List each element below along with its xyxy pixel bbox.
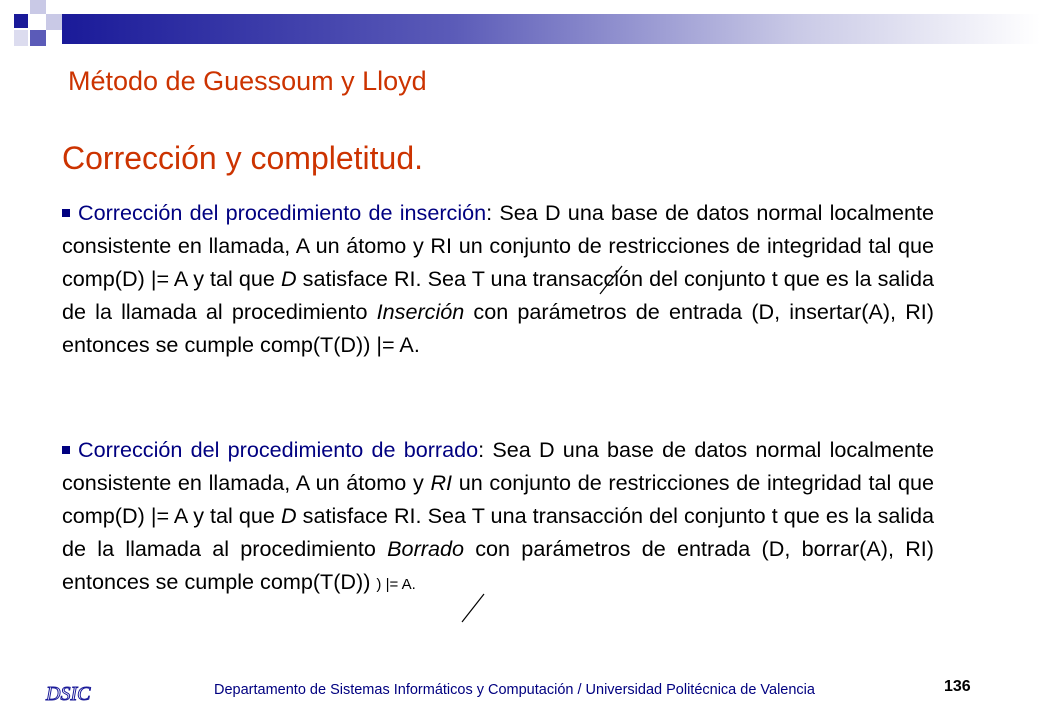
paragraph-deletion [62,433,934,601]
page-number: 136 [944,678,971,695]
italic-procedure: Borrado [387,536,464,561]
corner-square-light-3 [14,30,28,46]
corner-square-light-1 [30,0,46,14]
text-span: un conjunto de restricciones de integridad tal que comp(D) |= A y tal que [62,470,934,528]
strike-mark-2 [460,590,486,624]
text-span: ) |= A. [376,576,416,593]
paragraph-insertion [62,196,934,361]
italic-d: D [281,266,297,291]
text-span: satisface RI. Sea T una transacción del conjunto t que es la salida de la llamada al procedimiento [62,503,934,561]
bullet-square-icon [62,446,70,454]
term-insertion: Corrección del procedimiento de inserción [78,200,487,225]
slide-subtitle: Método de Guessoum y Lloyd [68,66,427,96]
corner-square-light-2 [46,14,62,30]
text-span: con parámetros de entrada (D, insertar(A), RI) entonces se cumple comp(T(D)) |= A. [62,299,934,357]
corner-square-navy-2 [30,30,46,46]
text-span: con parámetros de entrada (D, borrar(A), RI) entonces se cumple comp(T(D)) [62,536,934,594]
corner-square-navy-1 [14,14,28,28]
bullet-square-icon [62,209,70,217]
dsic-logo-text: DSIC [46,683,91,705]
section-heading: Corrección y completitud. [62,140,424,176]
footer-text: Departamento de Sistemas Informáticos y Computación / Universidad Politécnica de Valencia [214,682,815,698]
text-span: satisface RI. Sea T una transacción del conjunto t que es la salida de la llamada al procedimiento [62,266,934,324]
header-gradient-bar [62,14,1040,44]
dsic-logo [44,680,108,706]
strike-mark-1 [598,262,624,296]
term-deletion: Corrección del procedimiento de borrado [78,437,479,462]
italic-ri: RI [430,470,453,495]
italic-d: D [281,503,297,528]
text-span: : Sea D una base de datos normal localmente consistente en llamada, A un átomo y [62,437,934,495]
italic-procedure: Inserción [376,299,465,324]
text-span: : Sea D una base de datos normal localmente consistente en llamada, A un átomo y RI un conjunto de restricciones de integridad tal que comp(D) |= A y tal que [62,200,935,291]
